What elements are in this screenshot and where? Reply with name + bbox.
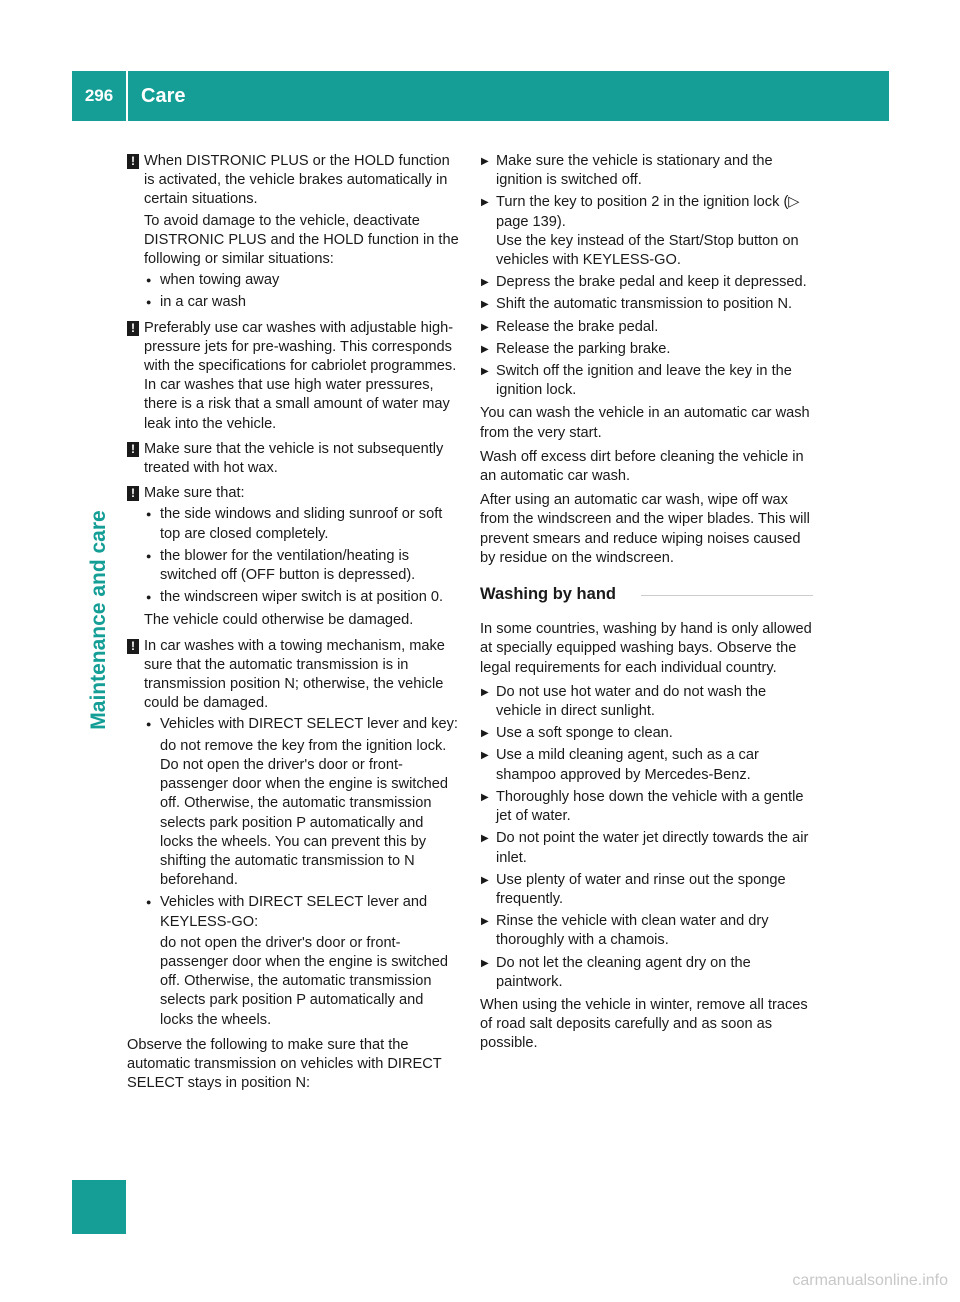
step-item: ▶ Do not use hot water and do not wash the vehicle in direct sunlight. bbox=[480, 683, 813, 721]
heading-rule bbox=[641, 595, 813, 596]
list-item bbox=[144, 715, 460, 890]
step-subtext: Use the key instead of the Start/Stop button on vehicles with KEYLESS-GO. bbox=[496, 232, 799, 269]
section-title: Care bbox=[141, 84, 186, 107]
closing-paragraph: Observe the following to make sure that the automatic transmission on vehicles with DIRECT SELECT stays in position N: bbox=[127, 1036, 442, 1092]
step-item: ▶ Depress the brake pedal and keep it depressed. bbox=[480, 273, 813, 292]
body-paragraph: After using an automatic car wash, wipe off wax from the windscreen and the wiper blades. This will prevent smears and reduce wiping noises caused by residue on the windscreen. bbox=[480, 492, 810, 566]
bullet-list bbox=[144, 505, 460, 607]
step-item: ▶ Use a mild cleaning agent, such as a car shampoo approved by Mercedes-Benz. bbox=[480, 746, 813, 784]
step-item: ▶ Rinse the vehicle with clean water and dry thoroughly with a chamois. bbox=[480, 912, 813, 950]
warning-icon: ! bbox=[127, 321, 139, 336]
page-number: 296 bbox=[72, 71, 128, 121]
step-item: ▶ Thoroughly hose down the vehicle with a gentle jet of water. bbox=[480, 788, 813, 826]
warning-text: In car washes with a towing mechanism, make sure that the automatic transmission is in transmission position N; otherwise, the vehicle could be damaged. bbox=[144, 637, 445, 712]
step-item: ▶ Make sure the vehicle is stationary and the ignition is switched off. bbox=[480, 152, 813, 190]
step-item: ▶ Release the parking brake. bbox=[480, 340, 813, 359]
side-tab-marker bbox=[72, 1180, 126, 1234]
warning-icon: ! bbox=[127, 154, 139, 169]
list-item: ● the windscreen wiper switch is at position 0. bbox=[144, 588, 460, 607]
warning-note bbox=[127, 637, 460, 1030]
body-paragraph: Wash off excess dirt before cleaning the vehicle in an automatic car wash. bbox=[480, 448, 804, 485]
step-item: ▶ Use a soft sponge to clean. bbox=[480, 724, 813, 743]
step-list bbox=[480, 683, 813, 992]
warning-note bbox=[127, 440, 460, 478]
warning-conclusion: The vehicle could otherwise be damaged. bbox=[144, 612, 414, 629]
list-item: ● the side windows and sliding sunroof or soft top are closed completely. bbox=[144, 505, 460, 543]
list-item: ● in a car wash bbox=[144, 293, 460, 312]
list-item-title: Vehicles with DIRECT SELECT lever and key: bbox=[160, 716, 458, 733]
list-item: ● when towing away bbox=[144, 271, 460, 290]
warning-icon: ! bbox=[127, 442, 139, 457]
watermark: carmanualsonline.info bbox=[792, 1272, 948, 1289]
bullet-list bbox=[144, 271, 460, 312]
step-item bbox=[480, 193, 813, 270]
step-item: ▶ Switch off the ignition and leave the key in the ignition lock. bbox=[480, 362, 813, 400]
warning-icon: ! bbox=[127, 486, 139, 501]
step-item: ▶ Release the brake pedal. bbox=[480, 318, 813, 337]
warning-icon: ! bbox=[127, 639, 139, 654]
step-item: ▶ Do not let the cleaning agent dry on the paintwork. bbox=[480, 954, 813, 992]
page-header bbox=[72, 71, 889, 121]
list-item-body: do not open the driver's door or front-passenger door when the engine is switched off. Otherwise, the automatic transmission selects park position P automatically and locks the wheels. bbox=[160, 934, 449, 1028]
left-column bbox=[127, 152, 460, 1098]
body-paragraph: You can wash the vehicle in an automatic car wash from the very start. bbox=[480, 405, 810, 441]
side-tab-label: Maintenance and care bbox=[87, 510, 110, 730]
list-item-body: do not remove the key from the ignition lock. Do not open the driver's door or front-passenger door when the engine is switched off. Otherwise, the automatic transmission selects park position P automatically and locks the wheels. You can prevent this by shifting the automatic transmission to N beforehand. bbox=[160, 737, 449, 889]
bullet-list bbox=[144, 715, 460, 1029]
warning-text: Preferably use car washes with adjustable high-pressure jets for pre-washing. This corresponds with the specifications for cabriolet programmes. In car washes that use high water pressures, there is a risk that a small amount of water may leak into the vehicle. bbox=[144, 319, 457, 432]
list-item: ● the blower for the ventilation/heating is switched off (OFF button is depressed). bbox=[144, 547, 460, 585]
list-item-title: Vehicles with DIRECT SELECT lever and KEYLESS-GO: bbox=[160, 894, 428, 930]
warning-note bbox=[127, 484, 460, 630]
step-text: Turn the key to position 2 in the ignition lock (▷ page 139). bbox=[496, 194, 800, 230]
step-list bbox=[480, 152, 813, 400]
step-item: ▶ Shift the automatic transmission to position N. bbox=[480, 295, 813, 314]
warning-text: Make sure that the vehicle is not subsequently treated with hot wax. bbox=[144, 440, 444, 477]
warning-note bbox=[127, 152, 460, 313]
step-item: ▶ Use plenty of water and rinse out the sponge frequently. bbox=[480, 871, 813, 909]
right-column bbox=[480, 152, 813, 1059]
body-paragraph: When using the vehicle in winter, remove all traces of road salt deposits carefully and as soon as possible. bbox=[480, 996, 808, 1052]
section-heading bbox=[480, 585, 813, 604]
warning-note bbox=[127, 319, 460, 434]
section-heading-text: Washing by hand bbox=[480, 585, 616, 604]
body-paragraph: In some countries, washing by hand is only allowed at specially equipped washing bays. Observe the legal requirements for each individual country. bbox=[480, 621, 812, 676]
warning-text: When DISTRONIC PLUS or the HOLD function is activated, the vehicle brakes automatically in certain situations. bbox=[144, 153, 450, 208]
warning-text: Make sure that: bbox=[144, 485, 245, 502]
step-item: ▶ Do not point the water jet directly towards the air inlet. bbox=[480, 829, 813, 867]
list-item bbox=[144, 893, 460, 1029]
warning-subtext: To avoid damage to the vehicle, deactivate DISTRONIC PLUS and the HOLD function in the following or similar situations: bbox=[144, 212, 459, 268]
